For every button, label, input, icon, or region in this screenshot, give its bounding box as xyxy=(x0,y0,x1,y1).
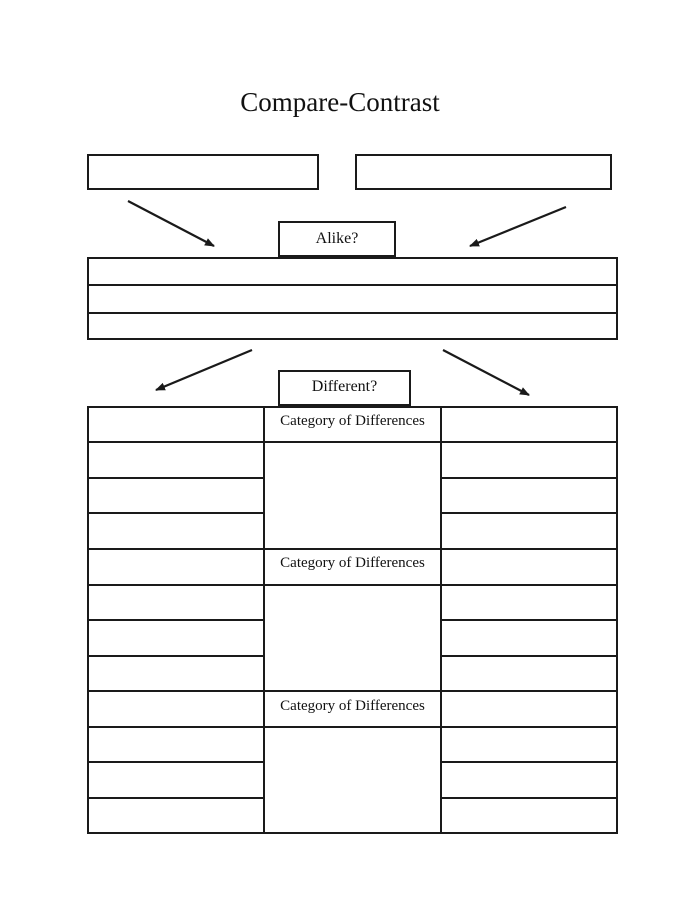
category-label-2: Category of Differences xyxy=(280,555,425,571)
right-cell[interactable] xyxy=(442,514,616,548)
left-cell[interactable] xyxy=(89,443,263,477)
right-cell[interactable] xyxy=(442,621,616,655)
different-label-box xyxy=(278,370,411,406)
alike-row-2[interactable] xyxy=(89,286,616,312)
alike-label-box xyxy=(278,221,396,257)
right-cell[interactable] xyxy=(442,443,616,477)
left-cell[interactable] xyxy=(89,550,263,584)
right-cell[interactable] xyxy=(442,586,616,619)
left-cell[interactable] xyxy=(89,408,263,441)
page-title: Compare-Contrast xyxy=(240,87,440,117)
right-cell[interactable] xyxy=(442,692,616,726)
arrow-down-right-icon xyxy=(443,350,529,395)
right-cell[interactable] xyxy=(442,408,616,441)
left-cell[interactable] xyxy=(89,657,263,690)
right-cell[interactable] xyxy=(442,799,616,832)
left-cell[interactable] xyxy=(89,479,263,512)
right-cell[interactable] xyxy=(442,763,616,797)
left-cell[interactable] xyxy=(89,692,263,726)
arrow-down-right-icon xyxy=(128,201,214,246)
alike-label: Alike? xyxy=(315,230,359,247)
left-cell[interactable] xyxy=(89,586,263,619)
left-cell[interactable] xyxy=(89,728,263,761)
category-area-1[interactable] xyxy=(265,443,440,548)
category-area-3[interactable] xyxy=(265,728,440,832)
right-cell[interactable] xyxy=(442,657,616,690)
alike-row-3[interactable] xyxy=(89,314,616,338)
left-cell[interactable] xyxy=(89,621,263,655)
right-cell[interactable] xyxy=(442,550,616,584)
arrow-down-left-icon xyxy=(470,207,566,246)
left-cell[interactable] xyxy=(89,763,263,797)
different-label: Different? xyxy=(311,378,378,395)
item-b-box[interactable] xyxy=(355,154,612,190)
item-a-box[interactable] xyxy=(87,154,319,190)
category-area-2[interactable] xyxy=(265,586,440,690)
category-label-3: Category of Differences xyxy=(280,698,425,714)
right-cell[interactable] xyxy=(442,479,616,512)
right-cell[interactable] xyxy=(442,728,616,761)
arrow-down-left-icon xyxy=(156,350,252,390)
alike-row-1[interactable] xyxy=(89,259,616,284)
left-cell[interactable] xyxy=(89,514,263,548)
category-label-1: Category of Differences xyxy=(280,413,425,429)
left-cell[interactable] xyxy=(89,799,263,832)
